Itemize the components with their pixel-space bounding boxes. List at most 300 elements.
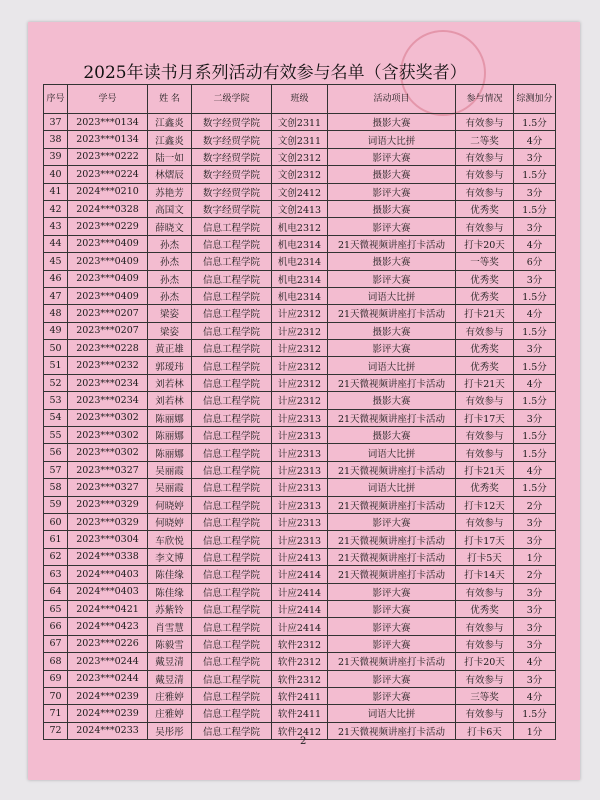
cell-college: 信息工程学院 xyxy=(192,409,272,426)
cell-class: 软件2312 xyxy=(272,635,328,652)
cell-college: 信息工程学院 xyxy=(192,322,272,339)
cell-activity: 21天微视频讲座打卡活动 xyxy=(328,531,456,548)
cell-college: 信息工程学院 xyxy=(192,548,272,565)
cell-class: 计应2313 xyxy=(272,479,328,496)
cell-class: 软件2312 xyxy=(272,653,328,670)
cell-seq: 54 xyxy=(44,409,68,426)
cell-participation: 二等奖 xyxy=(456,131,514,148)
cell-points: 3分 xyxy=(514,583,556,600)
cell-name: 刘若林 xyxy=(148,374,192,391)
table-row xyxy=(44,496,556,513)
cell-participation: 有效参与 xyxy=(456,583,514,600)
cell-class: 计应2414 xyxy=(272,583,328,600)
cell-participation: 打卡14天 xyxy=(456,566,514,583)
cell-activity: 21天微视频讲座打卡活动 xyxy=(328,235,456,252)
header-name: 姓 名 xyxy=(148,85,192,114)
cell-participation: 有效参与 xyxy=(456,322,514,339)
cell-class: 机电2314 xyxy=(272,253,328,270)
table-row xyxy=(44,687,556,704)
table-row xyxy=(44,513,556,530)
cell-participation: 打卡6天 xyxy=(456,722,514,739)
cell-name: 陈佳缘 xyxy=(148,566,192,583)
cell-seq: 45 xyxy=(44,253,68,270)
page-number: 2 xyxy=(300,736,307,747)
cell-points: 4分 xyxy=(514,653,556,670)
cell-seq: 63 xyxy=(44,566,68,583)
cell-activity: 摄影大赛 xyxy=(328,322,456,339)
cell-class: 计应2313 xyxy=(272,409,328,426)
table-row xyxy=(44,374,556,391)
cell-college: 信息工程学院 xyxy=(192,270,272,287)
cell-college: 信息工程学院 xyxy=(192,670,272,687)
cell-points: 4分 xyxy=(514,131,556,148)
cell-student-id: 2024***0403 xyxy=(68,566,148,583)
cell-seq: 72 xyxy=(44,722,68,739)
cell-name: 肖雪慧 xyxy=(148,618,192,635)
cell-college: 信息工程学院 xyxy=(192,427,272,444)
cell-student-id: 2023***0327 xyxy=(68,461,148,478)
cell-class: 文创2312 xyxy=(272,148,328,165)
cell-points: 1.5分 xyxy=(514,322,556,339)
cell-seq: 64 xyxy=(44,583,68,600)
cell-participation: 打卡5天 xyxy=(456,548,514,565)
cell-name: 吴彤彤 xyxy=(148,722,192,739)
cell-student-id: 2024***0328 xyxy=(68,200,148,217)
cell-student-id: 2024***0338 xyxy=(68,548,148,565)
cell-participation: 打卡12天 xyxy=(456,496,514,513)
cell-activity: 影评大赛 xyxy=(328,687,456,704)
cell-class: 机电2314 xyxy=(272,287,328,304)
cell-participation: 有效参与 xyxy=(456,618,514,635)
cell-college: 信息工程学院 xyxy=(192,392,272,409)
cell-name: 戴昱清 xyxy=(148,670,192,687)
cell-participation: 有效参与 xyxy=(456,705,514,722)
cell-participation: 打卡21天 xyxy=(456,305,514,322)
cell-class: 计应2414 xyxy=(272,566,328,583)
cell-points: 6分 xyxy=(514,253,556,270)
cell-class: 文创2413 xyxy=(272,200,328,217)
cell-points: 3分 xyxy=(514,531,556,548)
cell-seq: 62 xyxy=(44,548,68,565)
cell-points: 4分 xyxy=(514,305,556,322)
cell-name: 吴丽霞 xyxy=(148,461,192,478)
cell-student-id: 2023***0329 xyxy=(68,513,148,530)
cell-participation: 优秀奖 xyxy=(456,340,514,357)
cell-activity: 摄影大赛 xyxy=(328,166,456,183)
cell-student-id: 2023***0232 xyxy=(68,357,148,374)
cell-activity: 21天微视频讲座打卡活动 xyxy=(328,653,456,670)
cell-college: 信息工程学院 xyxy=(192,583,272,600)
cell-class: 计应2312 xyxy=(272,305,328,322)
cell-student-id: 2023***0224 xyxy=(68,166,148,183)
cell-points: 1.5分 xyxy=(514,200,556,217)
cell-college: 信息工程学院 xyxy=(192,705,272,722)
cell-activity: 词语大比拼 xyxy=(328,287,456,304)
cell-class: 计应2313 xyxy=(272,427,328,444)
cell-seq: 56 xyxy=(44,444,68,461)
cell-participation: 有效参与 xyxy=(456,513,514,530)
cell-class: 计应2313 xyxy=(272,531,328,548)
cell-name: 苏紫铃 xyxy=(148,600,192,617)
table-row xyxy=(44,114,556,131)
cell-college: 信息工程学院 xyxy=(192,444,272,461)
table-row xyxy=(44,166,556,183)
table-row xyxy=(44,253,556,270)
cell-student-id: 2024***0403 xyxy=(68,583,148,600)
table-row xyxy=(44,444,556,461)
cell-points: 2分 xyxy=(514,496,556,513)
cell-activity: 词语大比拼 xyxy=(328,357,456,374)
cell-participation: 优秀奖 xyxy=(456,357,514,374)
cell-activity: 影评大赛 xyxy=(328,270,456,287)
header-participation: 参与情况 xyxy=(456,85,514,114)
table-row xyxy=(44,392,556,409)
cell-student-id: 2023***0327 xyxy=(68,479,148,496)
cell-student-id: 2023***0302 xyxy=(68,444,148,461)
cell-points: 1分 xyxy=(514,722,556,739)
cell-name: 陈丽娜 xyxy=(148,444,192,461)
cell-college: 信息工程学院 xyxy=(192,618,272,635)
table-row xyxy=(44,531,556,548)
cell-activity: 影评大赛 xyxy=(328,218,456,235)
cell-participation: 优秀奖 xyxy=(456,600,514,617)
cell-college: 信息工程学院 xyxy=(192,513,272,530)
cell-activity: 摄影大赛 xyxy=(328,392,456,409)
cell-points: 1.5分 xyxy=(514,114,556,131)
cell-name: 江鑫炎 xyxy=(148,131,192,148)
cell-college: 信息工程学院 xyxy=(192,496,272,513)
cell-activity: 21天微视频讲座打卡活动 xyxy=(328,461,456,478)
table-row xyxy=(44,148,556,165)
cell-points: 3分 xyxy=(514,618,556,635)
cell-name: 庄雅婷 xyxy=(148,687,192,704)
cell-seq: 51 xyxy=(44,357,68,374)
cell-student-id: 2023***0304 xyxy=(68,531,148,548)
cell-student-id: 2023***0409 xyxy=(68,270,148,287)
cell-activity: 21天微视频讲座打卡活动 xyxy=(328,305,456,322)
table-row xyxy=(44,183,556,200)
cell-college: 信息工程学院 xyxy=(192,340,272,357)
cell-participation: 有效参与 xyxy=(456,218,514,235)
cell-name: 李文博 xyxy=(148,548,192,565)
cell-student-id: 2023***0226 xyxy=(68,635,148,652)
cell-points: 1.5分 xyxy=(514,357,556,374)
cell-seq: 69 xyxy=(44,670,68,687)
cell-seq: 70 xyxy=(44,687,68,704)
cell-class: 计应2312 xyxy=(272,374,328,391)
cell-seq: 59 xyxy=(44,496,68,513)
cell-activity: 影评大赛 xyxy=(328,340,456,357)
header-student-id: 学号 xyxy=(68,85,148,114)
cell-participation: 打卡20天 xyxy=(456,235,514,252)
cell-points: 4分 xyxy=(514,461,556,478)
cell-class: 机电2314 xyxy=(272,270,328,287)
cell-activity: 影评大赛 xyxy=(328,635,456,652)
table-header-row xyxy=(44,85,556,114)
table-row xyxy=(44,548,556,565)
cell-points: 3分 xyxy=(514,635,556,652)
cell-participation: 一等奖 xyxy=(456,253,514,270)
cell-class: 软件2312 xyxy=(272,670,328,687)
cell-points: 4分 xyxy=(514,374,556,391)
cell-participation: 优秀奖 xyxy=(456,287,514,304)
cell-student-id: 2023***0234 xyxy=(68,374,148,391)
cell-student-id: 2023***0134 xyxy=(68,114,148,131)
cell-class: 机电2312 xyxy=(272,218,328,235)
cell-seq: 65 xyxy=(44,600,68,617)
cell-seq: 40 xyxy=(44,166,68,183)
cell-participation: 有效参与 xyxy=(456,148,514,165)
cell-name: 苏艳芳 xyxy=(148,183,192,200)
cell-class: 文创2412 xyxy=(272,183,328,200)
cell-points: 3分 xyxy=(514,340,556,357)
cell-seq: 55 xyxy=(44,427,68,444)
cell-seq: 58 xyxy=(44,479,68,496)
cell-points: 3分 xyxy=(514,148,556,165)
cell-points: 1.5分 xyxy=(514,392,556,409)
cell-college: 信息工程学院 xyxy=(192,687,272,704)
cell-seq: 47 xyxy=(44,287,68,304)
cell-activity: 21天微视频讲座打卡活动 xyxy=(328,722,456,739)
cell-seq: 57 xyxy=(44,461,68,478)
table-row xyxy=(44,200,556,217)
table-row xyxy=(44,340,556,357)
cell-points: 1.5分 xyxy=(514,166,556,183)
table-row xyxy=(44,322,556,339)
cell-participation: 打卡21天 xyxy=(456,374,514,391)
cell-participation: 有效参与 xyxy=(456,444,514,461)
header-activity: 活动项目 xyxy=(328,85,456,114)
cell-seq: 39 xyxy=(44,148,68,165)
cell-class: 计应2414 xyxy=(272,618,328,635)
cell-college: 信息工程学院 xyxy=(192,635,272,652)
cell-name: 车欣悦 xyxy=(148,531,192,548)
cell-activity: 影评大赛 xyxy=(328,183,456,200)
cell-activity: 影评大赛 xyxy=(328,513,456,530)
cell-name: 戴昱清 xyxy=(148,653,192,670)
cell-activity: 21天微视频讲座打卡活动 xyxy=(328,548,456,565)
cell-college: 数字经贸学院 xyxy=(192,148,272,165)
cell-name: 陆一如 xyxy=(148,148,192,165)
cell-student-id: 2023***0409 xyxy=(68,287,148,304)
cell-college: 信息工程学院 xyxy=(192,374,272,391)
cell-student-id: 2023***0222 xyxy=(68,148,148,165)
cell-seq: 42 xyxy=(44,200,68,217)
cell-name: 林熠辰 xyxy=(148,166,192,183)
table-row xyxy=(44,653,556,670)
cell-participation: 有效参与 xyxy=(456,427,514,444)
cell-points: 3分 xyxy=(514,183,556,200)
cell-activity: 词语大比拼 xyxy=(328,444,456,461)
cell-student-id: 2024***0239 xyxy=(68,687,148,704)
cell-college: 信息工程学院 xyxy=(192,722,272,739)
cell-class: 软件2411 xyxy=(272,687,328,704)
cell-student-id: 2023***0302 xyxy=(68,409,148,426)
cell-class: 软件2412 xyxy=(272,722,328,739)
cell-name: 江鑫炎 xyxy=(148,114,192,131)
cell-class: 计应2413 xyxy=(272,548,328,565)
cell-student-id: 2023***0329 xyxy=(68,496,148,513)
table-row xyxy=(44,479,556,496)
cell-activity: 摄影大赛 xyxy=(328,200,456,217)
cell-class: 计应2312 xyxy=(272,392,328,409)
cell-activity: 摄影大赛 xyxy=(328,427,456,444)
cell-points: 3分 xyxy=(514,409,556,426)
cell-participation: 优秀奖 xyxy=(456,200,514,217)
cell-participation: 打卡17天 xyxy=(456,409,514,426)
cell-student-id: 2023***0207 xyxy=(68,322,148,339)
cell-student-id: 2023***0228 xyxy=(68,340,148,357)
cell-name: 薛晓文 xyxy=(148,218,192,235)
cell-class: 计应2312 xyxy=(272,340,328,357)
header-college: 二级学院 xyxy=(192,85,272,114)
cell-college: 信息工程学院 xyxy=(192,653,272,670)
cell-college: 信息工程学院 xyxy=(192,531,272,548)
cell-points: 2分 xyxy=(514,566,556,583)
cell-name: 黄正雄 xyxy=(148,340,192,357)
cell-class: 软件2411 xyxy=(272,705,328,722)
cell-participation: 打卡20天 xyxy=(456,653,514,670)
cell-name: 孙杰 xyxy=(148,287,192,304)
cell-name: 孙杰 xyxy=(148,235,192,252)
cell-name: 孙杰 xyxy=(148,270,192,287)
cell-class: 计应2313 xyxy=(272,444,328,461)
table-row xyxy=(44,270,556,287)
cell-seq: 50 xyxy=(44,340,68,357)
cell-activity: 21天微视频讲座打卡活动 xyxy=(328,374,456,391)
cell-activity: 影评大赛 xyxy=(328,670,456,687)
cell-college: 信息工程学院 xyxy=(192,287,272,304)
cell-points: 3分 xyxy=(514,270,556,287)
cell-student-id: 2023***0134 xyxy=(68,131,148,148)
cell-college: 信息工程学院 xyxy=(192,253,272,270)
cell-points: 3分 xyxy=(514,513,556,530)
table-row xyxy=(44,461,556,478)
cell-seq: 43 xyxy=(44,218,68,235)
cell-student-id: 2023***0207 xyxy=(68,305,148,322)
cell-activity: 21天微视频讲座打卡活动 xyxy=(328,409,456,426)
table-row xyxy=(44,235,556,252)
header-points: 综测加分 xyxy=(514,85,556,114)
table-row xyxy=(44,357,556,374)
cell-name: 陈佳缘 xyxy=(148,583,192,600)
cell-participation: 有效参与 xyxy=(456,392,514,409)
cell-college: 信息工程学院 xyxy=(192,305,272,322)
cell-class: 文创2312 xyxy=(272,166,328,183)
header-seq: 序号 xyxy=(44,85,68,114)
cell-name: 陈丽娜 xyxy=(148,427,192,444)
cell-college: 数字经贸学院 xyxy=(192,114,272,131)
cell-points: 3分 xyxy=(514,670,556,687)
cell-activity: 摄影大赛 xyxy=(328,253,456,270)
cell-seq: 38 xyxy=(44,131,68,148)
cell-points: 4分 xyxy=(514,235,556,252)
cell-activity: 21天微视频讲座打卡活动 xyxy=(328,566,456,583)
cell-participation: 有效参与 xyxy=(456,166,514,183)
cell-class: 计应2414 xyxy=(272,600,328,617)
cell-points: 1.5分 xyxy=(514,287,556,304)
header-class: 班级 xyxy=(272,85,328,114)
cell-student-id: 2024***0423 xyxy=(68,618,148,635)
table-row xyxy=(44,218,556,235)
cell-name: 梁姿 xyxy=(148,322,192,339)
cell-points: 1.5分 xyxy=(514,427,556,444)
cell-points: 4分 xyxy=(514,687,556,704)
cell-seq: 48 xyxy=(44,305,68,322)
cell-seq: 53 xyxy=(44,392,68,409)
cell-student-id: 2023***0229 xyxy=(68,218,148,235)
cell-seq: 52 xyxy=(44,374,68,391)
cell-student-id: 2023***0244 xyxy=(68,670,148,687)
cell-participation: 优秀奖 xyxy=(456,270,514,287)
table-row xyxy=(44,600,556,617)
cell-college: 信息工程学院 xyxy=(192,600,272,617)
cell-name: 何晓婷 xyxy=(148,513,192,530)
cell-name: 陈毅雪 xyxy=(148,635,192,652)
cell-college: 信息工程学院 xyxy=(192,479,272,496)
cell-name: 庄雅婷 xyxy=(148,705,192,722)
cell-participation: 打卡17天 xyxy=(456,531,514,548)
table-row xyxy=(44,131,556,148)
table-row xyxy=(44,705,556,722)
cell-points: 1分 xyxy=(514,548,556,565)
cell-class: 计应2313 xyxy=(272,461,328,478)
cell-name: 何晓婷 xyxy=(148,496,192,513)
cell-college: 数字经贸学院 xyxy=(192,200,272,217)
table-body xyxy=(44,114,556,740)
cell-seq: 60 xyxy=(44,513,68,530)
cell-points: 3分 xyxy=(514,600,556,617)
table-row xyxy=(44,566,556,583)
cell-name: 吴丽霞 xyxy=(148,479,192,496)
table-row xyxy=(44,287,556,304)
document-title: 2025年读书月系列活动有效参与名单（含获奖者） xyxy=(83,63,467,83)
cell-student-id: 2024***0239 xyxy=(68,705,148,722)
cell-class: 计应2313 xyxy=(272,513,328,530)
cell-student-id: 2023***0409 xyxy=(68,235,148,252)
cell-seq: 68 xyxy=(44,653,68,670)
cell-activity: 影评大赛 xyxy=(328,600,456,617)
cell-college: 数字经贸学院 xyxy=(192,166,272,183)
table-row xyxy=(44,583,556,600)
cell-student-id: 2023***0409 xyxy=(68,253,148,270)
cell-college: 信息工程学院 xyxy=(192,218,272,235)
cell-activity: 影评大赛 xyxy=(328,618,456,635)
cell-class: 文创2311 xyxy=(272,114,328,131)
cell-participation: 有效参与 xyxy=(456,183,514,200)
table-row xyxy=(44,618,556,635)
cell-class: 计应2313 xyxy=(272,496,328,513)
table-row xyxy=(44,427,556,444)
cell-name: 郭瑷玮 xyxy=(148,357,192,374)
cell-seq: 41 xyxy=(44,183,68,200)
cell-name: 孙杰 xyxy=(148,253,192,270)
cell-participation: 有效参与 xyxy=(456,114,514,131)
cell-college: 信息工程学院 xyxy=(192,357,272,374)
cell-points: 1.5分 xyxy=(514,444,556,461)
roster-table xyxy=(43,84,556,740)
cell-activity: 影评大赛 xyxy=(328,583,456,600)
cell-seq: 49 xyxy=(44,322,68,339)
cell-seq: 44 xyxy=(44,235,68,252)
cell-name: 梁姿 xyxy=(148,305,192,322)
cell-college: 信息工程学院 xyxy=(192,461,272,478)
cell-name: 高国文 xyxy=(148,200,192,217)
cell-college: 信息工程学院 xyxy=(192,566,272,583)
cell-class: 文创2311 xyxy=(272,131,328,148)
cell-participation: 优秀奖 xyxy=(456,479,514,496)
table-row xyxy=(44,409,556,426)
